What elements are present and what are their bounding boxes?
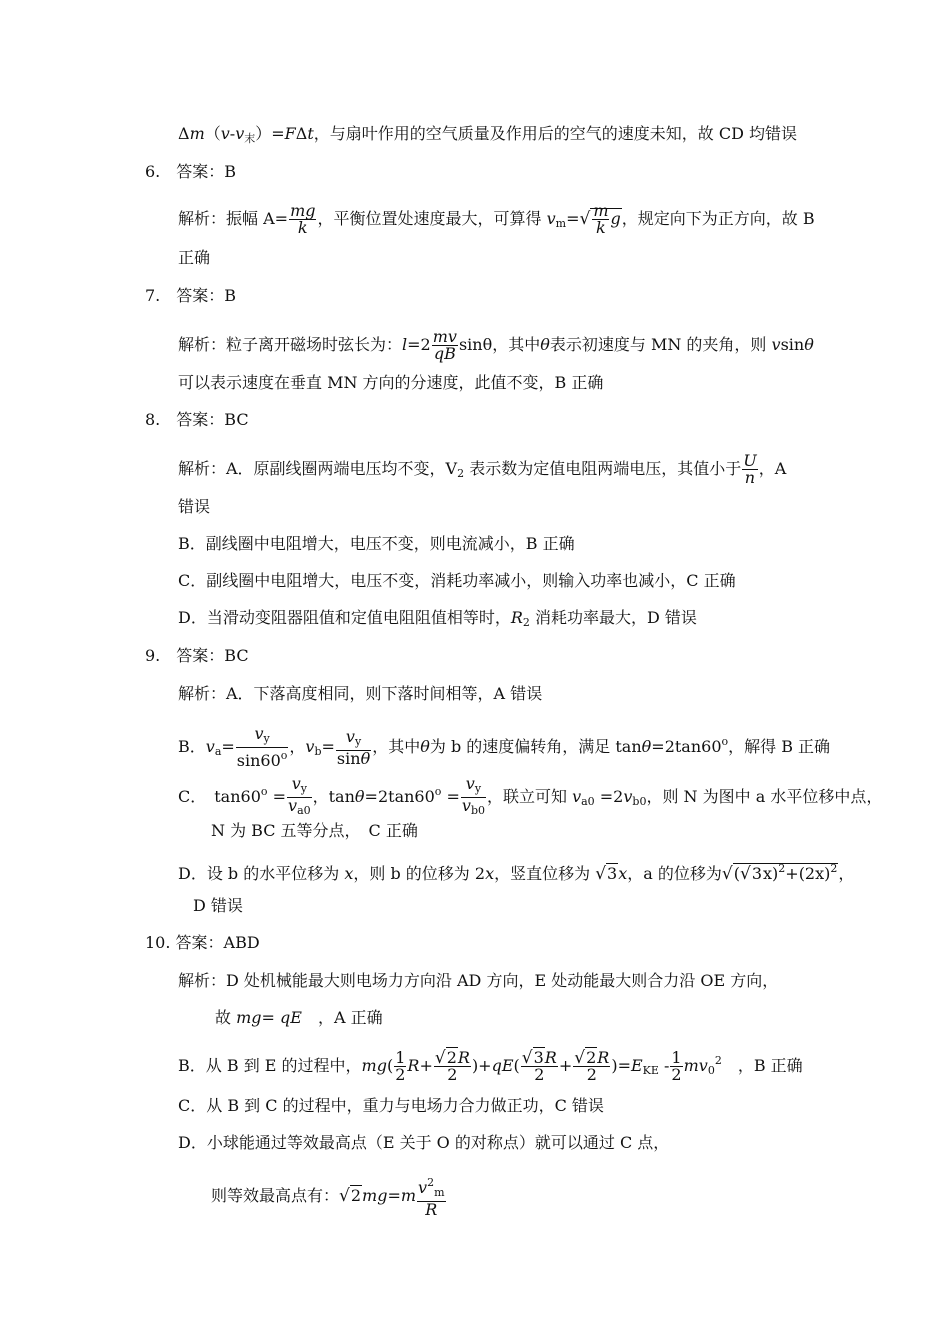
answer-label: 答案：B bbox=[176, 286, 237, 305]
denominator: 2 bbox=[395, 1065, 406, 1084]
text: = bbox=[321, 737, 335, 756]
fraction bbox=[573, 1050, 610, 1083]
text: ( bbox=[386, 1056, 394, 1075]
text: v bbox=[546, 209, 556, 228]
fraction bbox=[287, 776, 312, 819]
numerator: m bbox=[593, 201, 609, 220]
text: 2 bbox=[714, 1054, 722, 1067]
text: m bbox=[189, 124, 205, 143]
text: x bbox=[344, 864, 354, 883]
text-line bbox=[178, 453, 786, 486]
text: v bbox=[771, 335, 781, 354]
text-line bbox=[215, 1008, 383, 1028]
denominator: qB bbox=[433, 344, 456, 363]
text: y bbox=[263, 732, 270, 745]
text-line: D 错误 bbox=[193, 896, 243, 915]
denominator: R bbox=[425, 1200, 438, 1219]
text: = bbox=[261, 1008, 281, 1027]
text: qE bbox=[280, 1008, 302, 1027]
text: R bbox=[544, 1048, 557, 1067]
text: mg bbox=[361, 1056, 387, 1075]
text: R bbox=[510, 608, 523, 627]
text-line bbox=[178, 1050, 803, 1083]
question-number: 8. bbox=[145, 410, 161, 429]
fraction bbox=[592, 203, 609, 236]
numerator: U bbox=[743, 451, 757, 470]
text: B． bbox=[178, 737, 206, 756]
text: ，则 b 的位移为 2 bbox=[353, 864, 486, 883]
answer-label: 答案：ABD bbox=[175, 933, 260, 952]
text: = bbox=[221, 737, 235, 756]
radical-sign: √ bbox=[521, 1048, 533, 1068]
numerator: v bbox=[418, 1178, 428, 1197]
text: m bbox=[434, 1186, 445, 1199]
radical-sign: √ bbox=[595, 864, 607, 884]
text: ( bbox=[733, 864, 740, 883]
text: o bbox=[260, 785, 268, 798]
text: KE bbox=[642, 1064, 659, 1077]
text: x) bbox=[763, 864, 779, 883]
denominator: sin bbox=[336, 748, 361, 768]
text: l bbox=[402, 335, 408, 354]
fraction bbox=[670, 1050, 682, 1083]
text: 2 bbox=[457, 467, 465, 480]
numerator: v bbox=[291, 774, 301, 793]
text: θ bbox=[360, 748, 371, 768]
text-line: B．副线圈中电阻增大，电压不变，则电流减小，B 正确 bbox=[178, 534, 575, 553]
text: a0 bbox=[581, 795, 595, 808]
radicand bbox=[733, 863, 839, 883]
text: R bbox=[407, 1056, 420, 1075]
text: 解析：A．原副线圈两端电压均不变，V bbox=[178, 459, 458, 478]
text: = bbox=[387, 1186, 401, 1205]
radicand: 3 bbox=[607, 864, 618, 883]
numerator: 1 bbox=[395, 1048, 406, 1067]
text: ，A bbox=[758, 459, 787, 478]
text-line bbox=[178, 608, 697, 633]
radical-sign: √ bbox=[579, 209, 591, 229]
numerator: v bbox=[345, 726, 355, 746]
text-line: 错误 bbox=[178, 497, 211, 516]
text: v bbox=[220, 124, 230, 143]
denominator: sin60 bbox=[236, 751, 281, 770]
text: ）= bbox=[255, 124, 285, 143]
denominator: v bbox=[288, 796, 298, 815]
text: sin bbox=[780, 335, 805, 354]
question-number: 10. bbox=[145, 933, 171, 952]
text: a bbox=[214, 745, 222, 758]
text: x bbox=[618, 864, 628, 883]
text: 解析：振幅 A= bbox=[178, 209, 289, 228]
text: +(2x) bbox=[785, 864, 831, 883]
text-line bbox=[211, 1175, 447, 1218]
numerator: v bbox=[465, 774, 475, 793]
text: v bbox=[305, 737, 315, 756]
text: θ bbox=[420, 737, 430, 756]
numerator: mv bbox=[432, 327, 457, 346]
text: mv bbox=[683, 1056, 708, 1075]
question-number: 6. bbox=[145, 162, 161, 181]
text: )= bbox=[611, 1056, 631, 1075]
text: x bbox=[485, 864, 495, 883]
text: ( bbox=[513, 1056, 520, 1075]
answer-label: 答案：BC bbox=[176, 410, 249, 429]
fraction bbox=[336, 726, 371, 768]
fraction bbox=[434, 1050, 471, 1083]
text: 表示初速度与 MN 的夹角，则 bbox=[549, 335, 772, 354]
text-line: D．小球能通过等效最高点（E 关于 O 的对称点）就可以通过 C 点， bbox=[178, 1133, 670, 1152]
text: ，tan bbox=[312, 787, 355, 806]
answer-label: 答案：B bbox=[176, 162, 237, 181]
text: ，解得 B 正确 bbox=[728, 737, 831, 756]
radical-sign: √ bbox=[721, 864, 733, 884]
text: b0 bbox=[470, 804, 485, 817]
denominator: v bbox=[461, 796, 471, 815]
text: Δ bbox=[295, 124, 308, 143]
denominator: 2 bbox=[534, 1065, 545, 1084]
text: + bbox=[419, 1056, 433, 1075]
text: y bbox=[474, 782, 482, 795]
denominator: k bbox=[596, 218, 606, 237]
radical-sign: √ bbox=[434, 1048, 446, 1068]
text: v bbox=[235, 124, 245, 143]
fraction bbox=[461, 776, 486, 819]
fraction bbox=[394, 1050, 406, 1083]
text: E bbox=[630, 1056, 643, 1075]
text: = bbox=[267, 787, 287, 806]
text-line bbox=[178, 726, 830, 769]
text: ，B 正确 bbox=[721, 1056, 803, 1075]
text-line: C．从 B 到 C 的过程中，重力与电场力合力做正功，C 错误 bbox=[178, 1096, 604, 1115]
text-line bbox=[178, 203, 815, 236]
text-line bbox=[178, 124, 797, 149]
text: =2 bbox=[594, 787, 624, 806]
text-line: 解析：D 处机械能最大则电场力方向沿 AD 方向，E 处动能最大则合力沿 OE 方向， bbox=[178, 971, 779, 990]
text: D．设 b 的水平位移为 bbox=[178, 864, 345, 883]
text: θ bbox=[641, 737, 652, 756]
text: 2 bbox=[427, 1176, 435, 1189]
radicand: 3 bbox=[751, 864, 763, 883]
text: ， bbox=[289, 737, 306, 756]
text: = bbox=[566, 209, 580, 228]
radicand bbox=[590, 201, 621, 237]
text: ，a 的位移为 bbox=[627, 864, 722, 883]
fraction bbox=[742, 453, 757, 486]
text: 表示数为定值电阻两端电压，其值小于 bbox=[464, 459, 742, 478]
text: ，规定向下为正方向，故 B bbox=[621, 209, 815, 228]
text: o bbox=[280, 749, 288, 762]
radicand: 2 bbox=[350, 1186, 362, 1205]
text: 解析：粒子离开磁场时弦长为： bbox=[178, 335, 403, 354]
denominator: 2 bbox=[447, 1065, 458, 1084]
text: ，A 正确 bbox=[301, 1008, 383, 1027]
text: v bbox=[623, 787, 633, 806]
answer-label: 答案：BC bbox=[176, 646, 249, 665]
denominator: 2 bbox=[671, 1065, 682, 1084]
text-line: 正确 bbox=[178, 248, 211, 267]
text: ，竖直位移为 bbox=[494, 864, 596, 883]
radical-sign: √ bbox=[339, 1186, 350, 1206]
text-line bbox=[178, 329, 814, 362]
numerator: mg bbox=[290, 201, 316, 220]
text: qE bbox=[491, 1056, 514, 1075]
fraction bbox=[417, 1175, 445, 1218]
text: R bbox=[457, 1048, 470, 1067]
text: mg bbox=[362, 1186, 388, 1205]
question-6-answer bbox=[145, 162, 236, 182]
text-line bbox=[178, 776, 882, 819]
text: F bbox=[284, 124, 296, 143]
text: θ bbox=[804, 335, 814, 354]
text: = bbox=[441, 787, 460, 806]
radical-sign: √ bbox=[574, 1048, 586, 1068]
text: m bbox=[400, 1186, 417, 1205]
text-line: 可以表示速度在垂直 MN 方向的分速度，此值不变，B 正确 bbox=[178, 373, 604, 392]
text: =2tan60 bbox=[651, 737, 722, 756]
numerator: 1 bbox=[671, 1048, 682, 1067]
text: （ bbox=[204, 124, 221, 143]
question-number: 7. bbox=[145, 286, 161, 305]
text: 末 bbox=[244, 132, 256, 145]
text: sinθ，其中 bbox=[458, 335, 541, 354]
text: - bbox=[229, 124, 236, 143]
text: a0 bbox=[297, 804, 311, 817]
fraction bbox=[521, 1050, 558, 1083]
text: B．从 B 到 E 的过程中， bbox=[178, 1056, 362, 1075]
fraction bbox=[236, 726, 289, 769]
numerator: v bbox=[254, 724, 264, 743]
text: 2 bbox=[830, 862, 838, 875]
radicand: 2 bbox=[446, 1048, 457, 1067]
text: t bbox=[307, 124, 314, 143]
text: 故 bbox=[215, 1008, 237, 1027]
text: ，平衡位置处速度最大，可算得 bbox=[317, 209, 547, 228]
text: b0 bbox=[632, 795, 647, 808]
text: y bbox=[354, 734, 362, 748]
text-line bbox=[178, 859, 854, 884]
text: v bbox=[205, 737, 215, 756]
text: =2tan60 bbox=[364, 787, 435, 806]
text: ，与扇叶作用的空气质量及作用后的空气的速度未知，故 CD 均错误 bbox=[313, 124, 798, 143]
denominator: k bbox=[297, 218, 308, 237]
text: o bbox=[434, 785, 442, 798]
text: θ bbox=[354, 787, 365, 806]
text-line: N 为 BC 五等分点， C 正确 bbox=[211, 821, 418, 840]
denominator: 2 bbox=[586, 1065, 597, 1084]
text: )+ bbox=[471, 1056, 492, 1075]
text: ， bbox=[838, 864, 855, 883]
question-number: 9. bbox=[145, 646, 161, 665]
text: b bbox=[314, 745, 322, 758]
text: g bbox=[610, 209, 621, 228]
text: 为 b 的速度偏转角，满足 tan bbox=[429, 737, 642, 756]
text: C． tan60 bbox=[178, 787, 261, 806]
fraction bbox=[289, 203, 316, 236]
text: + bbox=[558, 1056, 573, 1075]
text: D．当滑动变阻器阻值和定值电阻阻值相等时， bbox=[178, 608, 511, 627]
text-line: C．副线圈中电阻增大，电压不变，消耗功率减小，则输入功率也减小，C 正确 bbox=[178, 571, 736, 590]
text: 则等效最高点有： bbox=[211, 1186, 340, 1205]
text: m bbox=[555, 217, 567, 230]
radical-sign: √ bbox=[739, 864, 751, 884]
text: R bbox=[597, 1048, 610, 1067]
text: ，则 N 为图中 a 水平位移中点， bbox=[646, 787, 883, 806]
text: mg bbox=[236, 1008, 262, 1027]
text: =2 bbox=[407, 335, 431, 354]
text: y bbox=[300, 782, 307, 795]
text: θ bbox=[540, 335, 550, 354]
radicand: 3 bbox=[533, 1048, 544, 1067]
question-10-answer bbox=[145, 933, 260, 953]
text: ，联立可知 bbox=[486, 787, 573, 806]
text-line: 解析：A．下落高度相同，则下落时间相等，A 错误 bbox=[178, 684, 543, 703]
text: o bbox=[721, 735, 729, 748]
text: 消耗功率最大，D 错误 bbox=[529, 608, 697, 627]
text: Δ bbox=[178, 124, 190, 143]
text: - bbox=[658, 1056, 670, 1075]
text: v bbox=[572, 787, 582, 806]
text: 0 bbox=[707, 1064, 715, 1077]
question-8-answer bbox=[145, 410, 249, 430]
radicand: 2 bbox=[586, 1048, 597, 1067]
text: 2 bbox=[522, 616, 530, 629]
text: ，其中 bbox=[372, 737, 421, 756]
fraction bbox=[432, 329, 458, 362]
denominator: n bbox=[744, 468, 756, 487]
question-9-answer bbox=[145, 646, 249, 666]
question-7-answer bbox=[145, 286, 236, 306]
text: 2 bbox=[778, 862, 786, 875]
